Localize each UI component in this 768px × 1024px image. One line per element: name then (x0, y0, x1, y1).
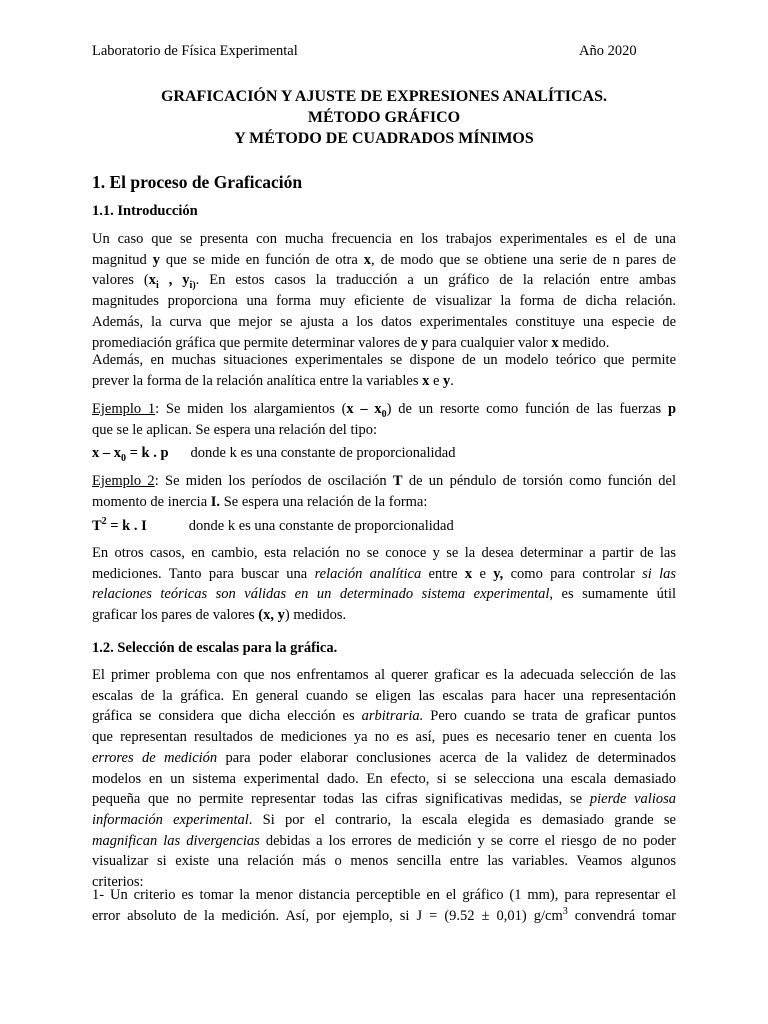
text-line: pequeña que no permite representar todas las cifras significativas medidas, se pierde valiosa (92, 791, 677, 808)
text-line: Además, en muchas situaciones experimentales se dispone de un modelo teórico que permite (92, 352, 676, 368)
text-line: momento de inercia I. Se espera una relación de la forma: (92, 493, 428, 510)
example-1-label: Ejemplo 1 (92, 401, 156, 417)
text-line: valores ($x_i$ , $y_{i)}$. En estos casos la traducción a un gráfico de la relación entre ambas (92, 272, 677, 292)
text-line: El primer problema con que nos enfrentamos al querer graficar es la adecuada selección de las (92, 667, 676, 683)
text-line: magnifican las divergencias debidas a los errores de medición y se corre el riesgo de no poder (92, 832, 676, 849)
text-line: que se le aplican. Se espera una relación del tipo: (92, 421, 378, 438)
text-line: magnitudes proporciona una forma muy eficiente de visualizar la forma de dicha relación. (92, 293, 676, 310)
text-line: relaciones teóricas son válidas en un determinado sistema experimental, es sumamente útil (92, 586, 677, 603)
text-line: En otros casos, en cambio, esta relación no se conoce y se la desea determinar a partir de las (92, 545, 676, 561)
text-line: escalas de la gráfica. En general cuando se eligen las escalas para hacer una representación (92, 687, 676, 704)
title-line-3: Y MÉTODO DE CUADRADOS MÍNIMOS (234, 130, 534, 147)
example-2 (92, 471, 676, 512)
example-2-label: Ejemplo 2 (92, 473, 155, 489)
section-1-1-heading: 1.1. Introducción (92, 203, 198, 219)
title-line-2: MÉTODO GRÁFICO (307, 109, 461, 126)
text-line: prever la forma de la relación analítica entre la variables x e y. (92, 372, 454, 389)
scales-paragraph-1 (92, 665, 676, 893)
header-left: Laboratorio de Física Experimental (92, 43, 298, 59)
example-1 (92, 399, 676, 440)
title-line-1: GRAFICACIÓN Y AJUSTE DE EXPRESIONES ANALÍTICAS. (160, 88, 607, 105)
text-line: que representan resultados de mediciones ya no es así, pues es necesario tener en cuenta los (92, 729, 676, 746)
text-line: promediación gráfica que permite determinar valores de y para cualquier valor x medido. (92, 334, 610, 351)
text-line: error absoluto de la medición. Así, por ejemplo, si J = (9.52 ± 0,01) $g/cm^3$ convendrá tomar (92, 905, 676, 924)
text-line: errores de medición para poder elaborar conclusiones acerca de la validez de determinados (92, 749, 677, 766)
text-line: criterios: (92, 874, 144, 891)
document-title (92, 86, 676, 149)
text-line: Además, la curva que mejor se ajusta a los datos experimentales constituye una especie de (92, 313, 676, 330)
text-line: graficar los pares de valores (x, y) medidos. (92, 607, 347, 624)
text-line: gráfica se considera que dicha elección es arbitraria. Pero cuando se trata de graficar puntos (92, 708, 676, 725)
text-line: mediciones. Tanto para buscar una relación analítica entre x e y, como para controlar si las (92, 565, 677, 582)
intro-paragraph-1 (92, 229, 676, 353)
text-line: visualizar si existe una relación más o menos sencilla entre las variables. Veamos algunos (92, 853, 676, 870)
scales-paragraph-2 (92, 885, 676, 926)
text-line: modelos en un sistema experimental dado. En efecto, si se selecciona una escala demasiado (92, 770, 676, 787)
intro-paragraph-3 (92, 543, 676, 626)
text-line: Un caso que se presenta con mucha frecuencia en los trabajos experimentales es el de una (92, 231, 676, 247)
text-line: Ejemplo 2: Se miden los períodos de oscilación T de un péndulo de torsión como función del (92, 473, 676, 489)
text-line: magnitud y que se mide en función de otra x, de modo que se obtiene una serie de n pares de (92, 251, 676, 268)
example-2-equation: $T^2 = k$ . I donde k es una constante de proporcionalidad (92, 516, 454, 534)
text-line: información experimental. Si por el contrario, la escala elegida es demasiado grande se (92, 811, 676, 828)
intro-paragraph-2 (92, 350, 676, 391)
example-1-equation: $x - x_0 = k$ . p donde k es una constante de proporcionalidad (92, 445, 456, 464)
text-line: 1- Un criterio es tomar la menor distancia perceptible en el gráfico (1 mm), para representar el (92, 887, 676, 903)
section-1-heading: 1. El proceso de Graficación (92, 172, 303, 192)
section-1-2-heading: 1.2. Selección de escalas para la gráfica. (92, 640, 338, 656)
header-right: Año 2020 (579, 43, 637, 59)
text-line: Ejemplo 1: Se miden los alargamientos $(x - x_0)$ de un resorte como función de las fuerzas p (92, 401, 677, 420)
